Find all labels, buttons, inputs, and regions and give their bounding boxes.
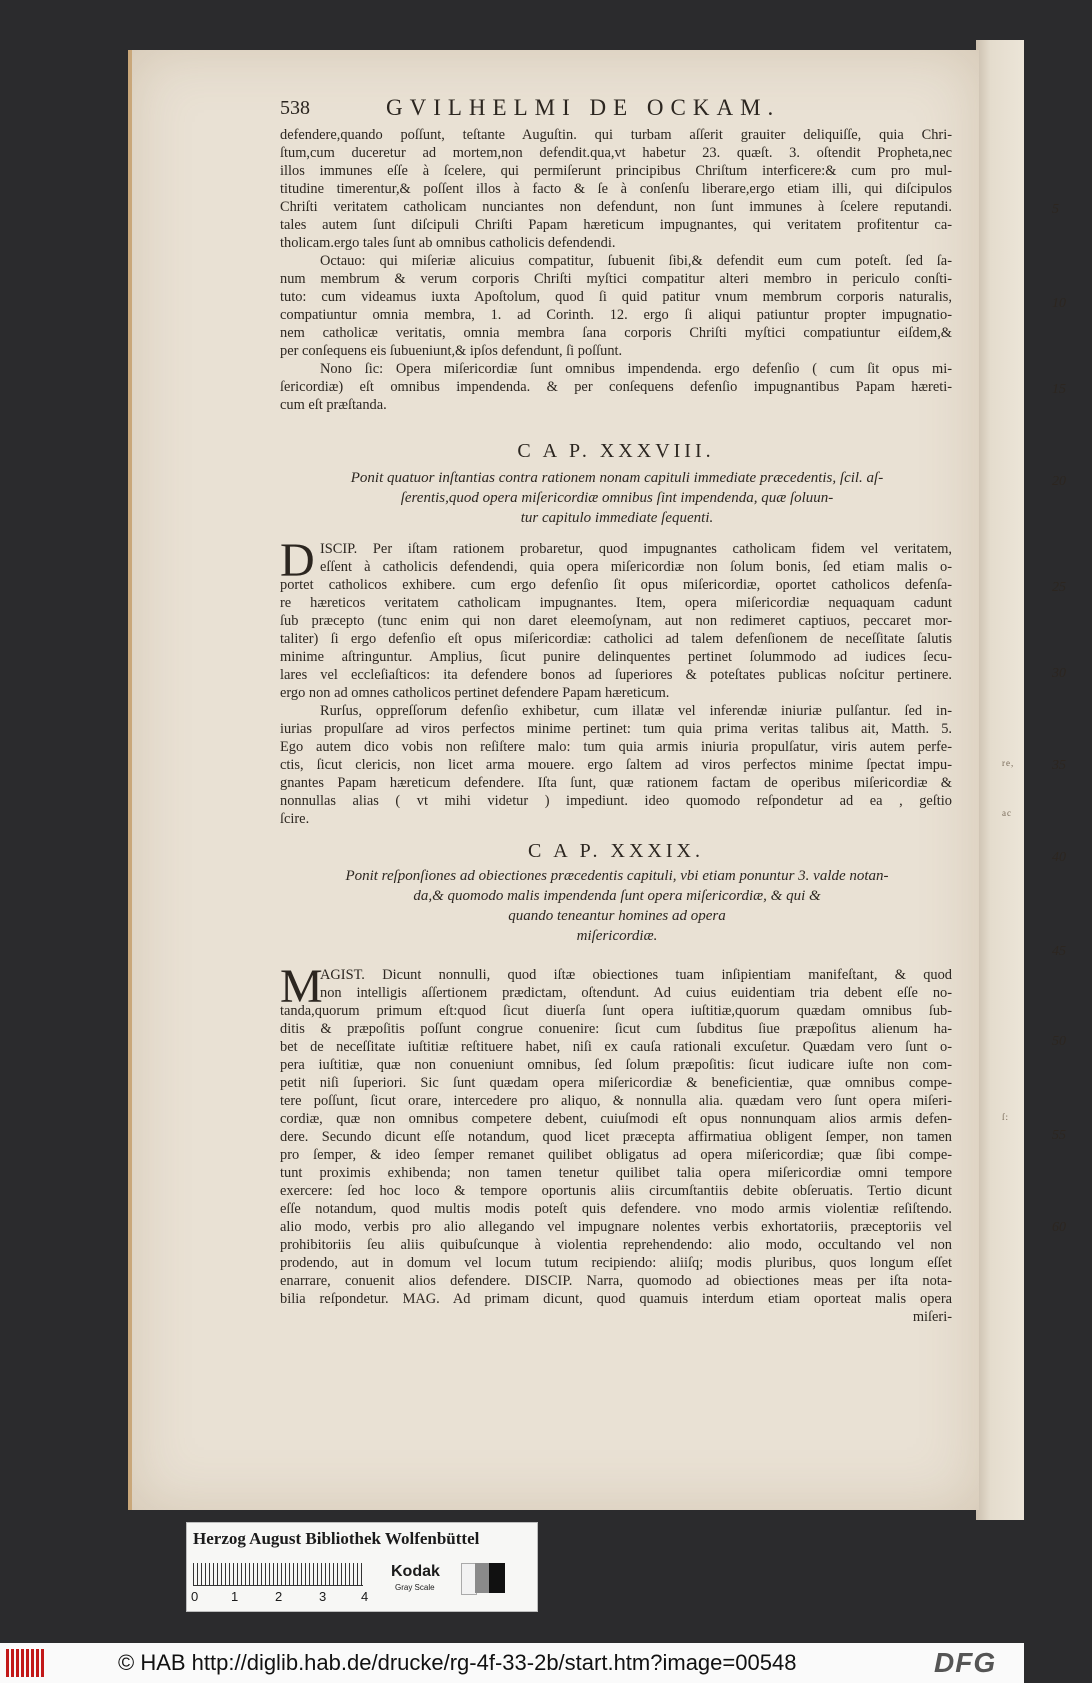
line-number: 40 — [1052, 850, 1066, 865]
paragraph-top-3 — [280, 360, 952, 414]
text-line: bilia reſpondetur. MAG. Ad primam dicunt, quod quamuis interdum etiam oporteat malis opera — [280, 1291, 952, 1307]
facing-page-fragment: re, — [1002, 758, 1015, 768]
text-line: tuto: cum videamus iuxta Apoſtolum, quod ſi quid patitur vnum membrum corporis naturalis, — [280, 289, 952, 305]
running-title: GVILHELMI DE OCKAM. — [386, 95, 781, 120]
line-number: 30 — [1052, 666, 1066, 681]
text-line: gnantes Papam hæreticum defendere. Iſta ſunt, quæ rationem factam de operibus miſericordiæ & — [280, 775, 952, 791]
dropcap-m: M — [280, 960, 323, 1013]
dropcap-d: D — [280, 534, 315, 587]
line-number: 35 — [1052, 758, 1066, 773]
chapter-38-paragraph-1 — [280, 534, 952, 702]
gray-scale-label: Gray Scale — [395, 1583, 435, 1592]
summary-line: quando teneantur homines ad opera — [508, 908, 726, 924]
scale-number: 3 — [319, 1589, 327, 1604]
text-line: Ego autem dico vobis non reſiſtere malo: tum quia armis iniuria propulſatur, viris autem perfe- — [280, 739, 952, 755]
summary-line: da,& quomodo malis impendenda ſunt opera miſericordiæ, & qui & — [413, 888, 821, 904]
scale-number: 4 — [361, 1589, 369, 1604]
text-line: nonnullas alias ( vt mihi videtur ) impediunt. ideo quomodo reſpondetur ad ea , geſtio — [280, 793, 952, 809]
chapter-39-summary — [282, 866, 952, 946]
line-number: 20 — [1052, 474, 1066, 489]
line-number: 5 — [1052, 202, 1059, 217]
text-line: portet catholicos exhibere. cum ergo defenſio ſit opus miſericordiæ, oportet catholicos defenſa- — [280, 577, 952, 593]
text-line: num membrum & verum corporis Chriſti myſtici compatitur alteri membro in periculo conſti- — [280, 271, 952, 287]
summary-line: miſericordiæ. — [576, 928, 658, 944]
chapter-38-paragraph-2 — [280, 702, 952, 828]
text-line: compatiuntur omnia membra, 1. ad Corinth. 12. ergo ſi aliqui patiuntur propter impugnatio- — [280, 307, 952, 323]
text-line: re hæreticos veritatem catholicam impugnantes. Item, opera miſericordiæ nequaquam cadunt — [280, 595, 952, 611]
text-line: cordiæ, quæ non omnibus competere debent, cuiuſmodi eſt opus nonnunquam alios armis defen- — [280, 1111, 952, 1127]
text-line: eſſent à catholicis defendendi, quia opera miſericordiæ non ſolum bonis, ſed etiam malis o- — [320, 559, 952, 575]
scale-ruler — [193, 1563, 363, 1586]
scale-number: 1 — [231, 1589, 239, 1604]
text-line: ſub præcepto (tunc enim qui non daret eleemoſynam, aut non redimeret captiuos, peccaret mor- — [280, 613, 952, 629]
text-line: alio modo, verbis pro alio allegando vel impugnare nolentes verbis exhortatoriis, præceptoriis vel — [280, 1219, 952, 1235]
library-label — [186, 1522, 538, 1612]
text-line: ctis, ſicut clericis, non licet arma mouere. ergo ſaltem ad viros perfectos minime ſpectat impu- — [280, 757, 952, 773]
summary-line: Ponit quatuor inſtantias contra rationem nonam capituli immediate præcedentis, ſcil. aſ- — [350, 470, 884, 486]
text-line: Octauo: qui miſeriæ alicuius compatitur, ſubuenit ſibi,& defendit eum cum poteſt. ſed ſa- — [320, 253, 952, 269]
kodak-logo: Kodak — [391, 1563, 440, 1580]
chapter-39-heading: C A P. XXXIX. — [528, 840, 704, 862]
summary-line: ſerentis,quod opera miſericordiæ omnibus ſint impendenda, quæ ſoluun- — [400, 490, 834, 506]
facing-page-fragment: ac — [1002, 808, 1012, 818]
text-line: non intelligis aſſertionem prædictam, oſtendunt. Ad cuius euidentiam tria debent eſſe no- — [320, 985, 952, 1001]
text-line: Rurſus, oppreſſorum defenſio exhibetur, cum illatæ vel inferendæ iniuriæ pulſantur. ſed in- — [320, 703, 952, 719]
text-line: ſericordiæ) eſt omnibus impendenda. & per conſequens defenſio impugnantibus Papam hæreti- — [280, 379, 952, 395]
text-line: iurias propulſare ad viros perfectos minime pertinet: tum quia prima veritas talibus ait, Matth. 5. — [280, 721, 952, 737]
text-line: illos immunes eſſe à ſcelere, qui permiſerunt principibus Chriſtum interficere:& cum pro mul- — [280, 163, 952, 179]
text-line: tere poſſunt, ſicut orare, intercedere pro aliquo, & nonnulla alia. quædam vero ſunt opera miſeri- — [280, 1093, 952, 1109]
running-head — [280, 95, 960, 125]
text-line: prodendo, aut in domum vel locum tutum recipiendo: aliiſq; modis pluribus, quos longum eſſet — [280, 1255, 952, 1271]
text-line: tholicam.ergo tales ſunt ab omnibus catholicis defendendi. — [280, 235, 616, 251]
line-number: 10 — [1052, 296, 1066, 311]
text-line: tales autem ſunt diſcipuli Chriſti Papam hæreticum impugnantes, qui veritatem profitentur ca- — [280, 217, 952, 233]
scale-number: 2 — [275, 1589, 283, 1604]
catchword: miſeri- — [912, 1309, 952, 1325]
dfg-logo: DFG — [934, 1647, 997, 1678]
footer-bar — [0, 1643, 1024, 1683]
text-line: Nono ſic: Opera miſericordiæ ſunt omnibus impendenda. ergo defenſio ( cum ſit opus mi- — [320, 361, 952, 377]
text-line: prohibitoriis ſeu aliis quibuſcunque à violentia reprehendendo: alio modo, occultando vel non — [280, 1237, 952, 1253]
text-line: pera iuſtitiæ, quæ non conueniunt omnibus, ſed ſolum præpoſitis: ſicut iudicare iuſte non com- — [280, 1057, 952, 1073]
line-number: 60 — [1052, 1220, 1066, 1235]
hab-logo-icon — [6, 1649, 46, 1677]
book-page — [128, 50, 1066, 1510]
text-line: nem catholicæ veritatis, omnia membra ſana corporis Chriſti myſtici compatiuntur eiſdem,& — [280, 325, 952, 341]
footer-copyright-url[interactable]: © HAB http://diglib.hab.de/drucke/rg-4f-33-2b/start.htm?image=00548 — [118, 1650, 797, 1675]
line-number: 25 — [1052, 580, 1066, 595]
page-number: 538 — [280, 97, 310, 119]
text-line: ditis & præpoſitis poſſunt congrue conuenire: ſicut cum ſubditus ſiue præpoſitus alienum ha- — [280, 1021, 952, 1037]
line-number: 45 — [1052, 944, 1066, 959]
line-number: 15 — [1052, 382, 1066, 397]
text-line: dere. Secundo dicunt eſſe notandum, quod licet præcepta affirmatiua obligent ſemper, non tamen — [280, 1129, 952, 1145]
text-line: Chriſti veritatem catholicam nunciantes non defendunt, non ſunt immunes à ſcelere reputandi. — [280, 199, 952, 215]
text-line: defendere,quando poſſunt, teſtante Auguſtin. qui turbam aſſerit grauiter deliquiſſe, quia Chri- — [280, 127, 952, 143]
line-number: 50 — [1052, 1034, 1066, 1049]
text-line: ſcire. — [280, 811, 310, 827]
text-line: lares vel eccleſiaſticos: ita defendere bonos ad ſuperiores & poteſtates publicas noſcitur pertinere. — [280, 667, 952, 683]
text-line: ergo non ad omnes catholicos pertinet defendere Papam hæreticum. — [280, 685, 670, 701]
gray-scale-patches — [461, 1563, 505, 1593]
text-line: ISCIP. Per iſtam rationem probaretur, quod impugnantes catholicam fidem vel veritatem, — [320, 541, 952, 557]
text-line: titudine timerentur,& poſſent illos à facto & ſe à conſenſu liberare,ergo etiam illi, qui diſcipulos — [280, 181, 952, 197]
paragraph-top-2 — [280, 252, 952, 360]
text-line: eſſe notandum, quod multis modis poteſt quis defendere. vno modo armis violentiæ reſiſtendo. — [280, 1201, 952, 1217]
text-line: enarrare, conuenit alios defendere. DISCIP. Narra, quomodo ad obiectiones meas per iſta nota- — [280, 1273, 952, 1289]
paragraph-top-1 — [280, 126, 952, 252]
line-number: 55 — [1052, 1128, 1066, 1143]
line-number-margin — [1052, 50, 1092, 1450]
text-line: per conſequens eis ſubueniunt,& ipſos defendunt, ſi poſſunt. — [280, 343, 623, 359]
text-line: tanda,quorum primum eſt:quod ſicut diuerſa ſunt opera iuſtitiæ,quorum quædam omnibus ſub- — [280, 1003, 952, 1019]
text-line: cum eſt præſtanda. — [280, 397, 387, 413]
text-line: ſtum,cum duceretur ad mortem,non defendit.qua,vt habetur 23. quæſt. 3. oſtendit Propheta,nec — [280, 145, 952, 161]
text-line: taliter) ſi ergo defenſio eſt opus miſericordiæ: catholici ad talem defenſionem de neceſſitate ſalutis — [280, 631, 952, 647]
text-line: AGIST. Dicunt nonnulli, quod iſtæ obiectiones tuam inſipientiam manifeſtant, & quod — [320, 967, 952, 983]
scale-numbers — [191, 1589, 371, 1605]
text-line: pro ſemper, & ideo ſemper remanet quilibet obligatus ad opera miſericordiæ; quæ ſibi compe- — [280, 1147, 952, 1163]
facing-page-fragment: ſ: — [1002, 1112, 1010, 1122]
chapter-38-heading: C A P. XXXVIII. — [517, 440, 715, 462]
chapter-39-paragraph-1 — [280, 960, 952, 1326]
text-line: petit niſi ſuperiori. Sic ſunt quædam opera miſericordiæ & beneficientiæ, quæ omnibus compe- — [280, 1075, 952, 1091]
scale-number: 0 — [191, 1589, 199, 1604]
library-name: Herzog August Bibliothek Wolfenbüttel — [193, 1529, 480, 1548]
facing-page-edge — [976, 40, 1024, 1520]
text-line: bet de neceſſitate iuſtitiæ reſtituere habet, niſi ex cauſa rationali excuſetur. Quædam vero ſunt o- — [280, 1039, 952, 1055]
chapter-38-summary — [282, 468, 952, 528]
text-line: exercere: ſed hoc loco & tempore oportunis aliis circumſtantiis debite obſeruatis. Tertio dicunt — [280, 1183, 952, 1199]
summary-line: Ponit reſponſiones ad obiectiones præcedentis capituli, vbi etiam ponuntur 3. valde notan- — [345, 868, 889, 884]
text-line: tunt proximis exhibenda; non tamen tenetur quilibet talia opera miſericordiæ omni tempore — [280, 1165, 952, 1181]
text-line: minime aſtringuntur. Amplius, ſicut punire delinquentes pertinet ſolummodo ad iudices ſecu- — [280, 649, 952, 665]
summary-line: tur capitulo immediate ſequenti. — [520, 510, 714, 526]
